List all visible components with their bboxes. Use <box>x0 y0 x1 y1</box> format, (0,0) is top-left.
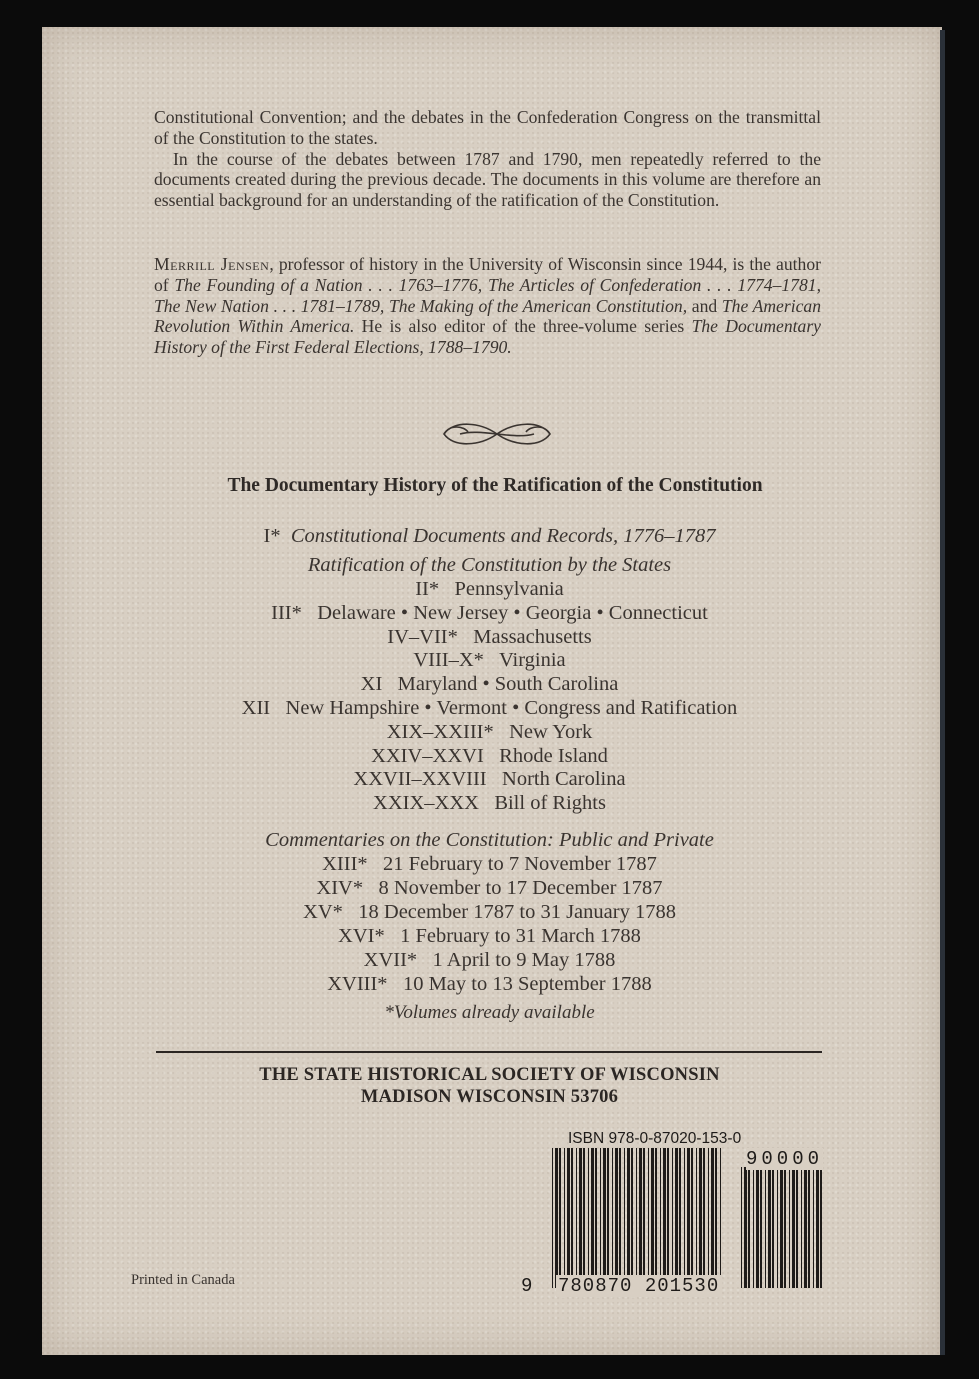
volume-subject: Virginia <box>498 649 566 672</box>
barcode-bar <box>796 1167 798 1288</box>
barcode-bar <box>651 1148 654 1288</box>
volume-1-line <box>0 524 979 548</box>
barcode-bar <box>571 1148 573 1288</box>
barcode-bar <box>699 1148 702 1288</box>
barcode-bar <box>675 1148 678 1288</box>
volume-line <box>0 791 979 815</box>
volume-subject: Rhode Island <box>499 744 608 767</box>
volume-line <box>0 648 979 672</box>
barcode-bar <box>772 1167 774 1288</box>
barcode-bar <box>789 1167 790 1288</box>
publisher-name: THE STATE HISTORICAL SOCIETY OF WISCONSIN <box>259 1065 720 1085</box>
barcode-bar <box>756 1167 759 1288</box>
volume-line <box>0 972 979 996</box>
volume-line <box>0 577 979 601</box>
barcode-bar <box>595 1148 597 1288</box>
printed-in-note: Printed in Canada <box>131 1272 235 1288</box>
volume-number: II* <box>415 578 440 600</box>
book-title-1: The Founding of a Nation . . . 1763–1776, <box>174 274 483 295</box>
barcode-bar <box>691 1148 693 1288</box>
barcode-bar <box>813 1167 814 1288</box>
volume-number: XXIX–XXX <box>373 792 479 815</box>
volume-subject: New York <box>509 720 593 743</box>
book-title-3: The New Nation . . . 1781–1789, <box>154 295 385 316</box>
barcode-bar <box>792 1167 795 1288</box>
barcode-bar <box>780 1167 783 1288</box>
volume-line <box>0 767 979 791</box>
divider-rule <box>156 1051 822 1053</box>
volume-line <box>0 625 979 649</box>
barcode-bar <box>753 1167 754 1288</box>
barcode-bar <box>741 1167 742 1288</box>
volume-subject: North Carolina <box>502 768 626 791</box>
volume-line <box>0 948 979 972</box>
barcode-bar <box>744 1167 747 1288</box>
volume-number: XIV* <box>316 876 364 899</box>
barcode-bar <box>603 1148 606 1288</box>
barcode-bar <box>555 1148 558 1288</box>
barcode-digits: 780870 201530 <box>558 1275 720 1297</box>
barcode-bar <box>816 1167 819 1288</box>
volume-subject: 18 December 1787 to 31 January 1788 <box>358 900 676 923</box>
volume-line <box>0 900 979 924</box>
volume-number: XVIII* <box>327 972 388 995</box>
volume-number: XIX–XXIII* <box>386 720 494 743</box>
availability-note: *Volumes already available <box>384 1002 595 1023</box>
barcode-bar <box>663 1148 666 1288</box>
volume-number: IV–VII* <box>387 625 458 648</box>
volume-number: XVI* <box>338 924 385 947</box>
volume-subject: Bill of Rights <box>494 792 606 815</box>
volume-number: I* <box>263 525 281 547</box>
volume-number: III* <box>271 601 302 624</box>
barcode-bar <box>591 1148 594 1288</box>
barcode-bar <box>760 1167 762 1288</box>
barcode-bar <box>672 1148 673 1288</box>
barcode-bar <box>804 1167 807 1288</box>
barcode-bar <box>784 1167 786 1288</box>
barcode-bar <box>679 1148 681 1288</box>
barcode-bar <box>703 1148 705 1288</box>
volume-subject: Pennsylvania <box>454 578 564 600</box>
volume-line <box>0 876 979 900</box>
volume-number: XI <box>360 673 383 696</box>
barcode-bar <box>648 1148 649 1288</box>
barcode-bar <box>559 1148 561 1288</box>
publisher-address: MADISON WISCONSIN 53706 <box>360 1087 619 1107</box>
volume-subject: Massachusetts <box>473 625 592 648</box>
barcode-bar <box>667 1148 669 1288</box>
volume-number: XV* <box>303 900 343 923</box>
intro-text <box>154 107 821 211</box>
volume-subject: Delaware • New Jersey • Georgia • Connecticut <box>317 601 708 624</box>
barcode-bar <box>768 1167 771 1288</box>
series-title: The Documentary History of the Ratification of the Constitution <box>227 475 763 496</box>
barcode-bar <box>552 1148 553 1288</box>
barcode-bar <box>576 1148 577 1288</box>
barcode-bar <box>639 1148 642 1288</box>
barcode-bar <box>567 1148 570 1288</box>
volume-number: XII <box>241 697 271 719</box>
intro-paragraph-1: Constitutional Convention; and the debates in the Confederation Congress on the transmittal of the Constitution to the states. <box>154 107 821 148</box>
book-title-5: The American Revolution Within America. <box>154 295 821 337</box>
barcode-bar <box>583 1148 585 1288</box>
barcode-bar <box>765 1167 766 1288</box>
isbn-barcode <box>551 1148 725 1288</box>
volume-line <box>0 720 979 744</box>
barcode-bar <box>627 1148 630 1288</box>
isbn-label: ISBN 978-0-87020-153-0 <box>568 1130 742 1147</box>
barcode-bar <box>748 1167 750 1288</box>
author-name: Merrill Jensen <box>154 254 270 274</box>
barcode-bar <box>720 1148 721 1288</box>
volume-number: VIII–X* <box>413 649 484 672</box>
volume-subject: 8 November to 17 December 1787 <box>378 876 663 899</box>
barcode-bar <box>615 1148 618 1288</box>
volume-line <box>0 744 979 768</box>
barcode-bar <box>588 1148 589 1288</box>
volume-subject: New Hampshire • Vermont • Congress and Ratification <box>285 697 738 719</box>
barcode-bar <box>579 1148 582 1288</box>
bio-text-3: He is also editor of the three-volume series <box>354 316 692 337</box>
barcode-bar <box>684 1148 685 1288</box>
barcode-bar <box>660 1148 661 1288</box>
barcode-bar <box>708 1148 709 1288</box>
barcode-bar <box>777 1167 778 1288</box>
barcode-bar <box>607 1148 609 1288</box>
volume-subject: 1 April to 9 May 1788 <box>432 948 616 971</box>
volume-subject: Maryland • South Carolina <box>397 673 619 696</box>
barcode-bar <box>801 1167 802 1288</box>
barcode-bar <box>715 1148 717 1288</box>
volume-title: Constitutional Documents and Records, 1776–1787 <box>290 525 716 547</box>
series-title-elections: The Documentary History of the First Federal Elections, 1788–1790. <box>154 316 821 358</box>
price-addon-barcode <box>740 1167 826 1288</box>
barcode-bar <box>636 1148 637 1288</box>
intro-paragraph-2: In the course of the debates between 1787 and 1790, men repeatedly referred to the documents created during the previous decade. The documents in this volume are therefore an essential background for an understanding of the ratification of the Constitution. <box>154 148 821 211</box>
volume-subject: 21 February to 7 November 1787 <box>383 853 657 875</box>
barcode-bar <box>696 1148 697 1288</box>
volume-number: XXIV–XXVI <box>371 744 484 767</box>
bio-text-1: , professor of history in the University of Wisconsin since 1944, is the author of <box>154 254 821 295</box>
barcode-bar <box>820 1167 822 1288</box>
barcode-bar <box>631 1148 633 1288</box>
volume-line <box>0 696 979 720</box>
volume-subject: 10 May to 13 September 1788 <box>402 972 652 995</box>
volume-line <box>0 672 979 696</box>
volume-number: XVII* <box>363 948 418 971</box>
bio-text-2: and <box>687 295 722 316</box>
volume-line <box>0 601 979 625</box>
barcode-bar <box>612 1148 613 1288</box>
flourish-ornament <box>440 416 554 452</box>
volume-line <box>0 924 979 948</box>
barcode-bar <box>643 1148 645 1288</box>
states-heading: Ratification of the Constitution by the States <box>307 554 672 576</box>
barcode-bar <box>619 1148 621 1288</box>
barcode-lead-digit: 9 <box>521 1275 533 1297</box>
barcode-bar <box>624 1148 625 1288</box>
volume-subject: 1 February to 31 March 1788 <box>400 924 641 947</box>
barcode-bar <box>600 1148 601 1288</box>
volume-number: XIII* <box>322 853 368 875</box>
commentaries-heading: Commentaries on the Constitution: Public and Private <box>265 829 714 851</box>
barcode-bar <box>564 1148 565 1288</box>
barcode-bar <box>711 1148 714 1288</box>
barcode-addon-digits: 90000 <box>746 1148 824 1170</box>
book-title-2: The Articles of Confederation . . . 1774–1781, <box>487 274 821 295</box>
barcode-bar <box>655 1148 657 1288</box>
barcode-bar <box>808 1167 810 1288</box>
author-bio <box>154 254 821 358</box>
volume-number: XXVII–XXVIII <box>353 768 487 791</box>
barcode-bar <box>687 1148 690 1288</box>
book-title-4: The Making of the American Constitution, <box>389 295 688 316</box>
volume-line <box>0 852 979 876</box>
